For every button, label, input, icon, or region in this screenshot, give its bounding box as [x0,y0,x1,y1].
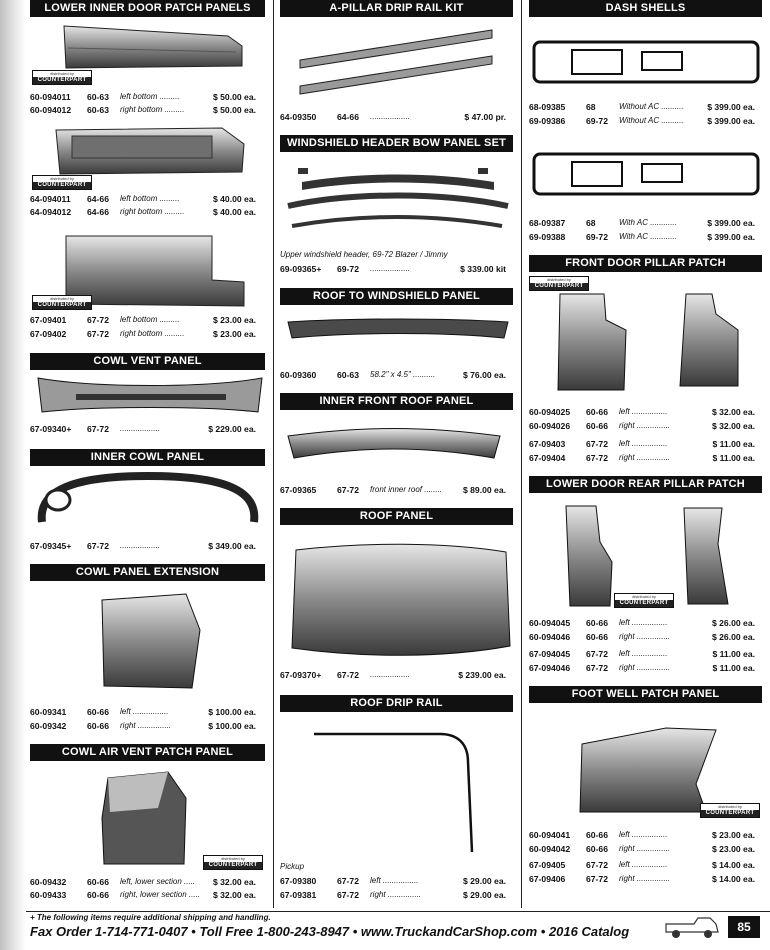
counterpart-badge: distributed by COUNTERPART [529,276,589,291]
rear-pillar-patch-image [678,504,734,608]
counterpart-badge: distributed by COUNTERPART [700,803,760,818]
list-item: 60-09432 60-66 left, lower section ..... $ 32.00 ea. [30,877,256,887]
a-pillar-drip-rail-image [296,26,496,96]
section-header: FRONT DOOR PILLAR PATCH [529,255,762,272]
footer-note: + The following items require additional shipping and handling. [30,913,271,922]
counterpart-badge: distributed by COUNTERPART [32,295,92,310]
list-item: 67-09345+ 67-72 .................. $ 349.00 ea. [30,541,256,551]
list-item: 64-094011 64-66 left bottom ......... $ 40.00 ea. [30,194,256,204]
foot-well-patch-image [576,724,720,816]
list-item: 67-09381 67-72 right ............... $ 29.00 ea. [280,890,506,900]
list-item: 67-09365 67-72 front inner roof ........ $ 89.00 ea. [280,485,506,495]
list-item: 67-09406 67-72 right ............... $ 14.00 ea. [529,874,755,884]
cowl-air-vent-patch-image [98,768,190,868]
footer-contact-line: Fax Order 1-714-771-0407 • Toll Free 1-800-243-8947 • www.TruckandCarShop.com • 2016 Catalog [30,924,630,939]
section-header: DASH SHELLS [529,0,762,17]
list-item: 69-09386 69-72 Without AC .......... $ 399.00 ea. [529,116,755,126]
section-header: LOWER DOOR REAR PILLAR PATCH [529,476,762,493]
list-item: 60-094012 60-63 right bottom ......... $ 50.00 ea. [30,105,256,115]
list-item: 60-09341 60-66 left ................ $ 100.00 ea. [30,707,256,717]
inner-door-patch-image [60,22,245,70]
front-door-pillar-patch-image [550,290,630,394]
inner-front-roof-panel-image [284,422,504,462]
list-item: 60-094045 60-66 left ................ $ 26.00 ea. [529,618,755,628]
counterpart-badge: distributed by COUNTERPART [32,175,92,190]
list-item: 67-09403 67-72 left ................ $ 11.00 ea. [529,439,755,449]
list-item: 60-094026 60-66 right ............... $ 32.00 ea. [529,421,755,431]
section-header: A-PILLAR DRIP RAIL KIT [280,0,513,17]
list-item: 67-09401 67-72 left bottom ......... $ 23.00 ea. [30,315,256,325]
cowl-panel-extension-image [96,590,204,694]
list-item: 64-094012 64-66 right bottom ......... $ 40.00 ea. [30,207,256,217]
section-header: COWL PANEL EXTENSION [30,564,265,581]
inner-cowl-panel-image [34,470,262,528]
list-item: 67-09404 67-72 right ............... $ 11.00 ea. [529,453,755,463]
inner-door-patch-image [52,124,247,176]
section-header: INNER FRONT ROOF PANEL [280,393,513,410]
dash-shell-image [532,38,760,86]
page-number: 85 [728,916,760,938]
section-header: WINDSHIELD HEADER BOW PANEL SET [280,135,513,152]
windshield-header-bow-image [282,160,514,238]
list-item: 67-094045 67-72 left ................ $ 11.00 ea. [529,649,755,659]
list-item: 60-09342 60-66 right ............... $ 100.00 ea. [30,721,256,731]
counterpart-badge: distributed by COUNTERPART [614,593,674,608]
front-door-pillar-patch-image [672,290,744,390]
column-divider [521,0,522,908]
section-note: Upper windshield header, 69-72 Blazer / Jimmy [280,250,448,259]
list-item: 60-09360 60-63 58.2" x 4.5" .......... $ 76.00 ea. [280,370,506,380]
list-item: 60-09433 60-66 right, lower section ..... $ 32.00 ea. [30,890,256,900]
section-header: LOWER INNER DOOR PATCH PANELS [30,0,265,17]
section-header: COWL AIR VENT PATCH PANEL [30,744,265,761]
list-item: 64-09350 64-66 .................. $ 47.00 pr. [280,112,506,122]
list-item: 69-09388 69-72 With AC ............ $ 399.00 ea. [529,232,755,242]
section-header: COWL VENT PANEL [30,353,265,370]
list-item: 60-094046 60-66 right ............... $ 26.00 ea. [529,632,755,642]
list-item: 67-09340+ 67-72 .................. $ 229.00 ea. [30,424,256,434]
list-item: 67-09405 67-72 left ................ $ 14.00 ea. [529,860,755,870]
footer-divider [26,911,770,912]
cowl-vent-panel-image [36,374,264,416]
counterpart-badge: distributed by COUNTERPART [203,855,263,870]
list-item: 69-09365+ 69-72 .................. $ 339.00 kit [280,264,506,274]
list-item: 68-09387 68 With AC ............ $ 399.00 ea. [529,218,755,228]
column-divider [273,0,274,908]
roof-drip-rail-image [310,730,480,856]
list-item: 67-09402 67-72 right bottom ......... $ 23.00 ea. [30,329,256,339]
roof-panel-image [284,542,516,660]
truck-icon [664,914,720,940]
section-header: FOOT WELL PATCH PANEL [529,686,762,703]
roof-to-windshield-panel-image [284,316,512,342]
section-header: ROOF TO WINDSHIELD PANEL [280,288,513,305]
list-item: 60-094011 60-63 left bottom ......... $ 50.00 ea. [30,92,256,102]
list-item: 67-094046 67-72 right ............... $ 11.00 ea. [529,663,755,673]
section-header: INNER COWL PANEL [30,449,265,466]
list-item: 60-094041 60-66 left ................ $ 23.00 ea. [529,830,755,840]
counterpart-badge: distributed by COUNTERPART [32,70,92,85]
list-item: 60-094025 60-66 left ................ $ 32.00 ea. [529,407,755,417]
section-header: ROOF PANEL [280,508,513,525]
list-item: 67-09370+ 67-72 .................. $ 239.00 ea. [280,670,506,680]
list-item: 67-09380 67-72 left ................ $ 29.00 ea. [280,876,506,886]
list-item: 60-094042 60-66 right ............... $ 23.00 ea. [529,844,755,854]
section-header: ROOF DRIP RAIL [280,695,513,712]
dash-shell-image [532,150,760,198]
page-edge-shadow [0,0,26,950]
list-item: 68-09385 68 Without AC .......... $ 399.00 ea. [529,102,755,112]
rear-pillar-patch-image [560,502,616,610]
section-note: Pickup [280,862,305,871]
